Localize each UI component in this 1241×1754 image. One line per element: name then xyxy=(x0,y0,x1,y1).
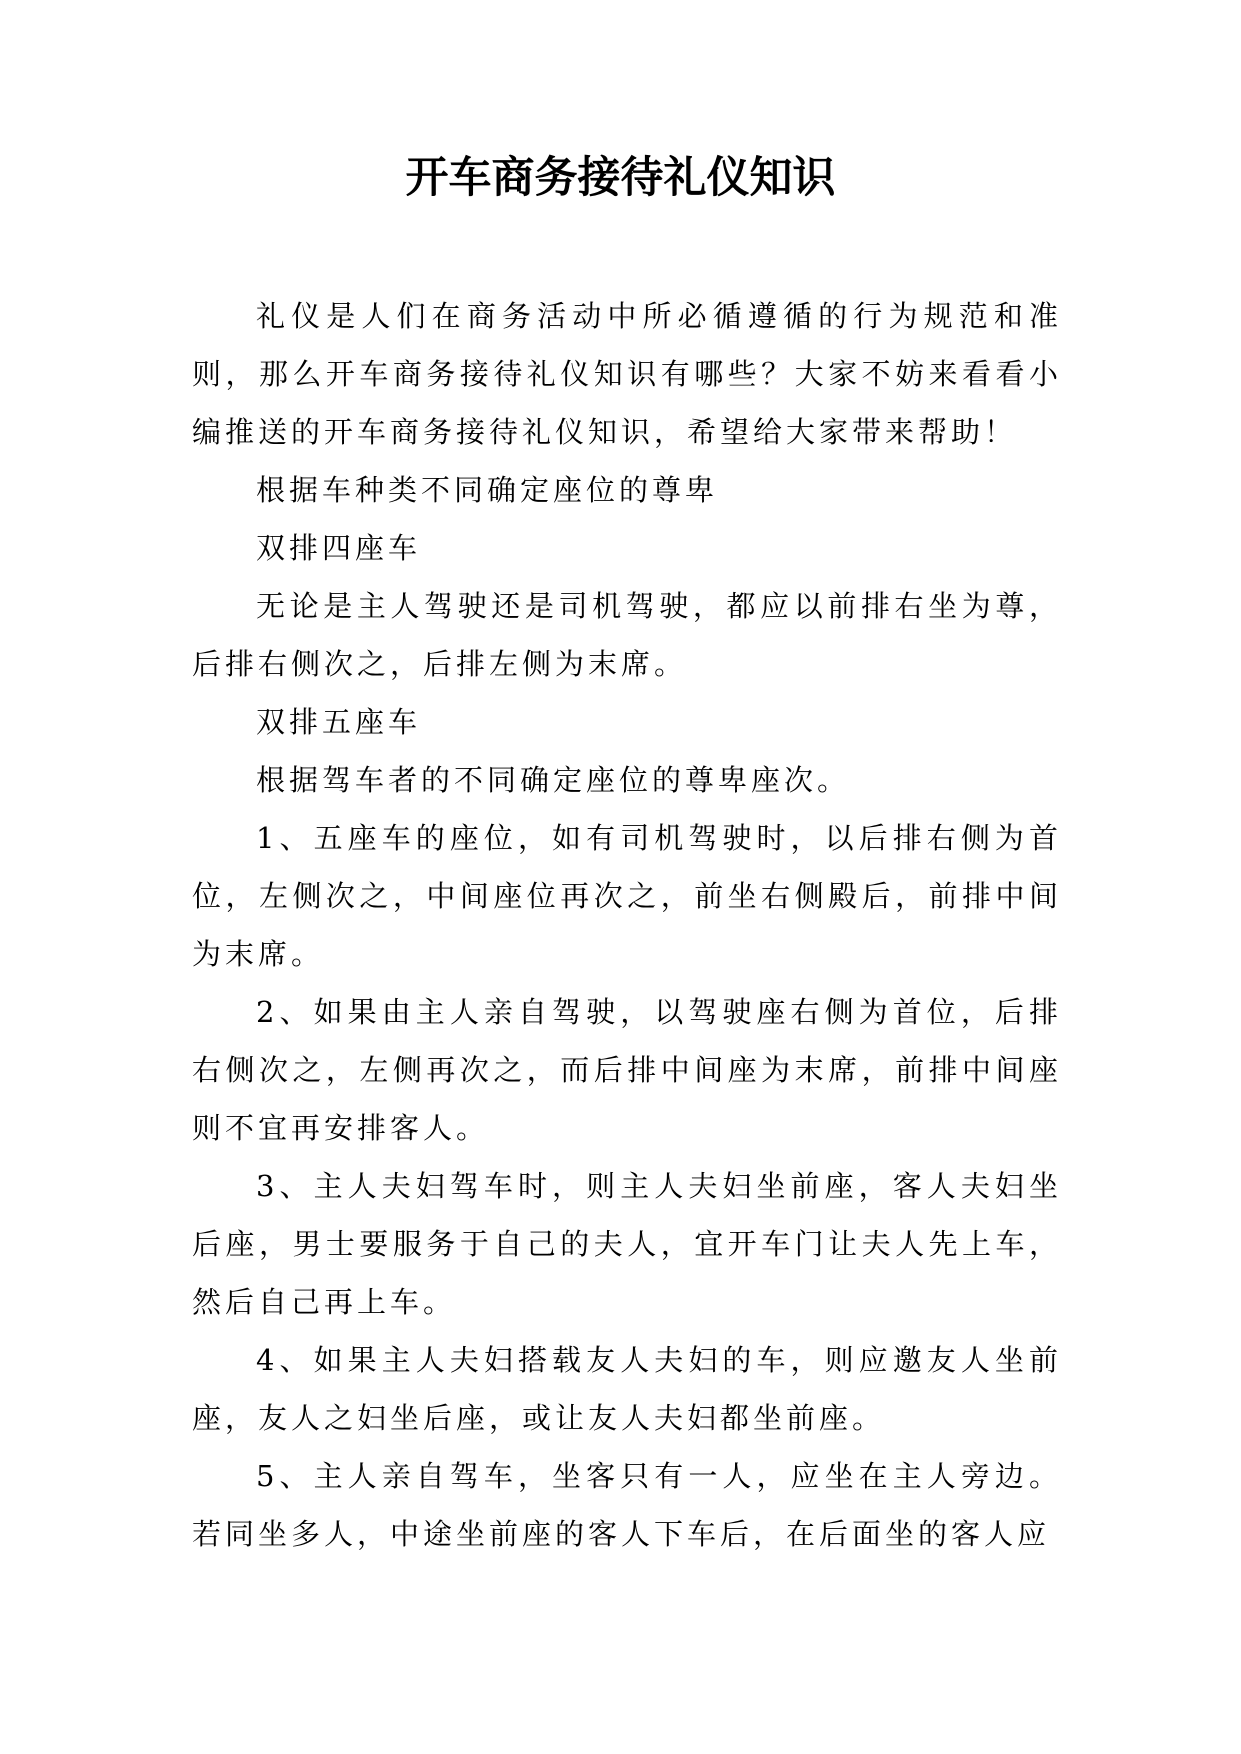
paragraph-heading-five-seat: 双排五座车 xyxy=(256,705,422,739)
paragraph-five-seat-intro: 根据驾车者的不同确定座位的尊卑座次。 xyxy=(256,763,851,797)
paragraph-item-1: 1、五座车的座位，如有司机驾驶时，以后排右侧为首位，左侧次之，中间座位再次之，前坐右侧殿后，前排中间为末席。 xyxy=(192,821,1062,971)
document-body xyxy=(192,287,1062,1563)
paragraph-heading-seat-rank: 根据车种类不同确定座位的尊卑 xyxy=(256,473,719,507)
paragraph-item-4: 4、如果主人夫妇搭载友人夫妇的车，则应邀友人坐前座，友人之妇坐后座，或让友人夫妇都坐前座。 xyxy=(192,1343,1062,1435)
paragraph-four-seat-rule: 无论是主人驾驶还是司机驾驶，都应以前排右坐为尊，后排右侧次之，后排左侧为末席。 xyxy=(192,589,1062,681)
paragraph-heading-four-seat: 双排四座车 xyxy=(256,531,422,565)
paragraph-item-5: 5、主人亲自驾车，坐客只有一人，应坐在主人旁边。若同坐多人，中途坐前座的客人下车后，在后面坐的客人应 xyxy=(192,1459,1062,1551)
paragraph-intro: 礼仪是人们在商务活动中所必循遵循的行为规范和准则，那么开车商务接待礼仪知识有哪些？大家不妨来看看小编推送的开车商务接待礼仪知识，希望给大家带来帮助！ xyxy=(192,299,1062,449)
document-title: 开车商务接待礼仪知识 xyxy=(405,153,836,203)
paragraph-item-2: 2、如果由主人亲自驾驶，以驾驶座右侧为首位，后排右侧次之，左侧再次之，而后排中间座为末席，前排中间座则不宜再安排客人。 xyxy=(192,995,1062,1145)
paragraph-item-3: 3、主人夫妇驾车时，则主人夫妇坐前座，客人夫妇坐后座，男士要服务于自己的夫人，宜开车门让夫人先上车，然后自己再上车。 xyxy=(192,1169,1062,1319)
